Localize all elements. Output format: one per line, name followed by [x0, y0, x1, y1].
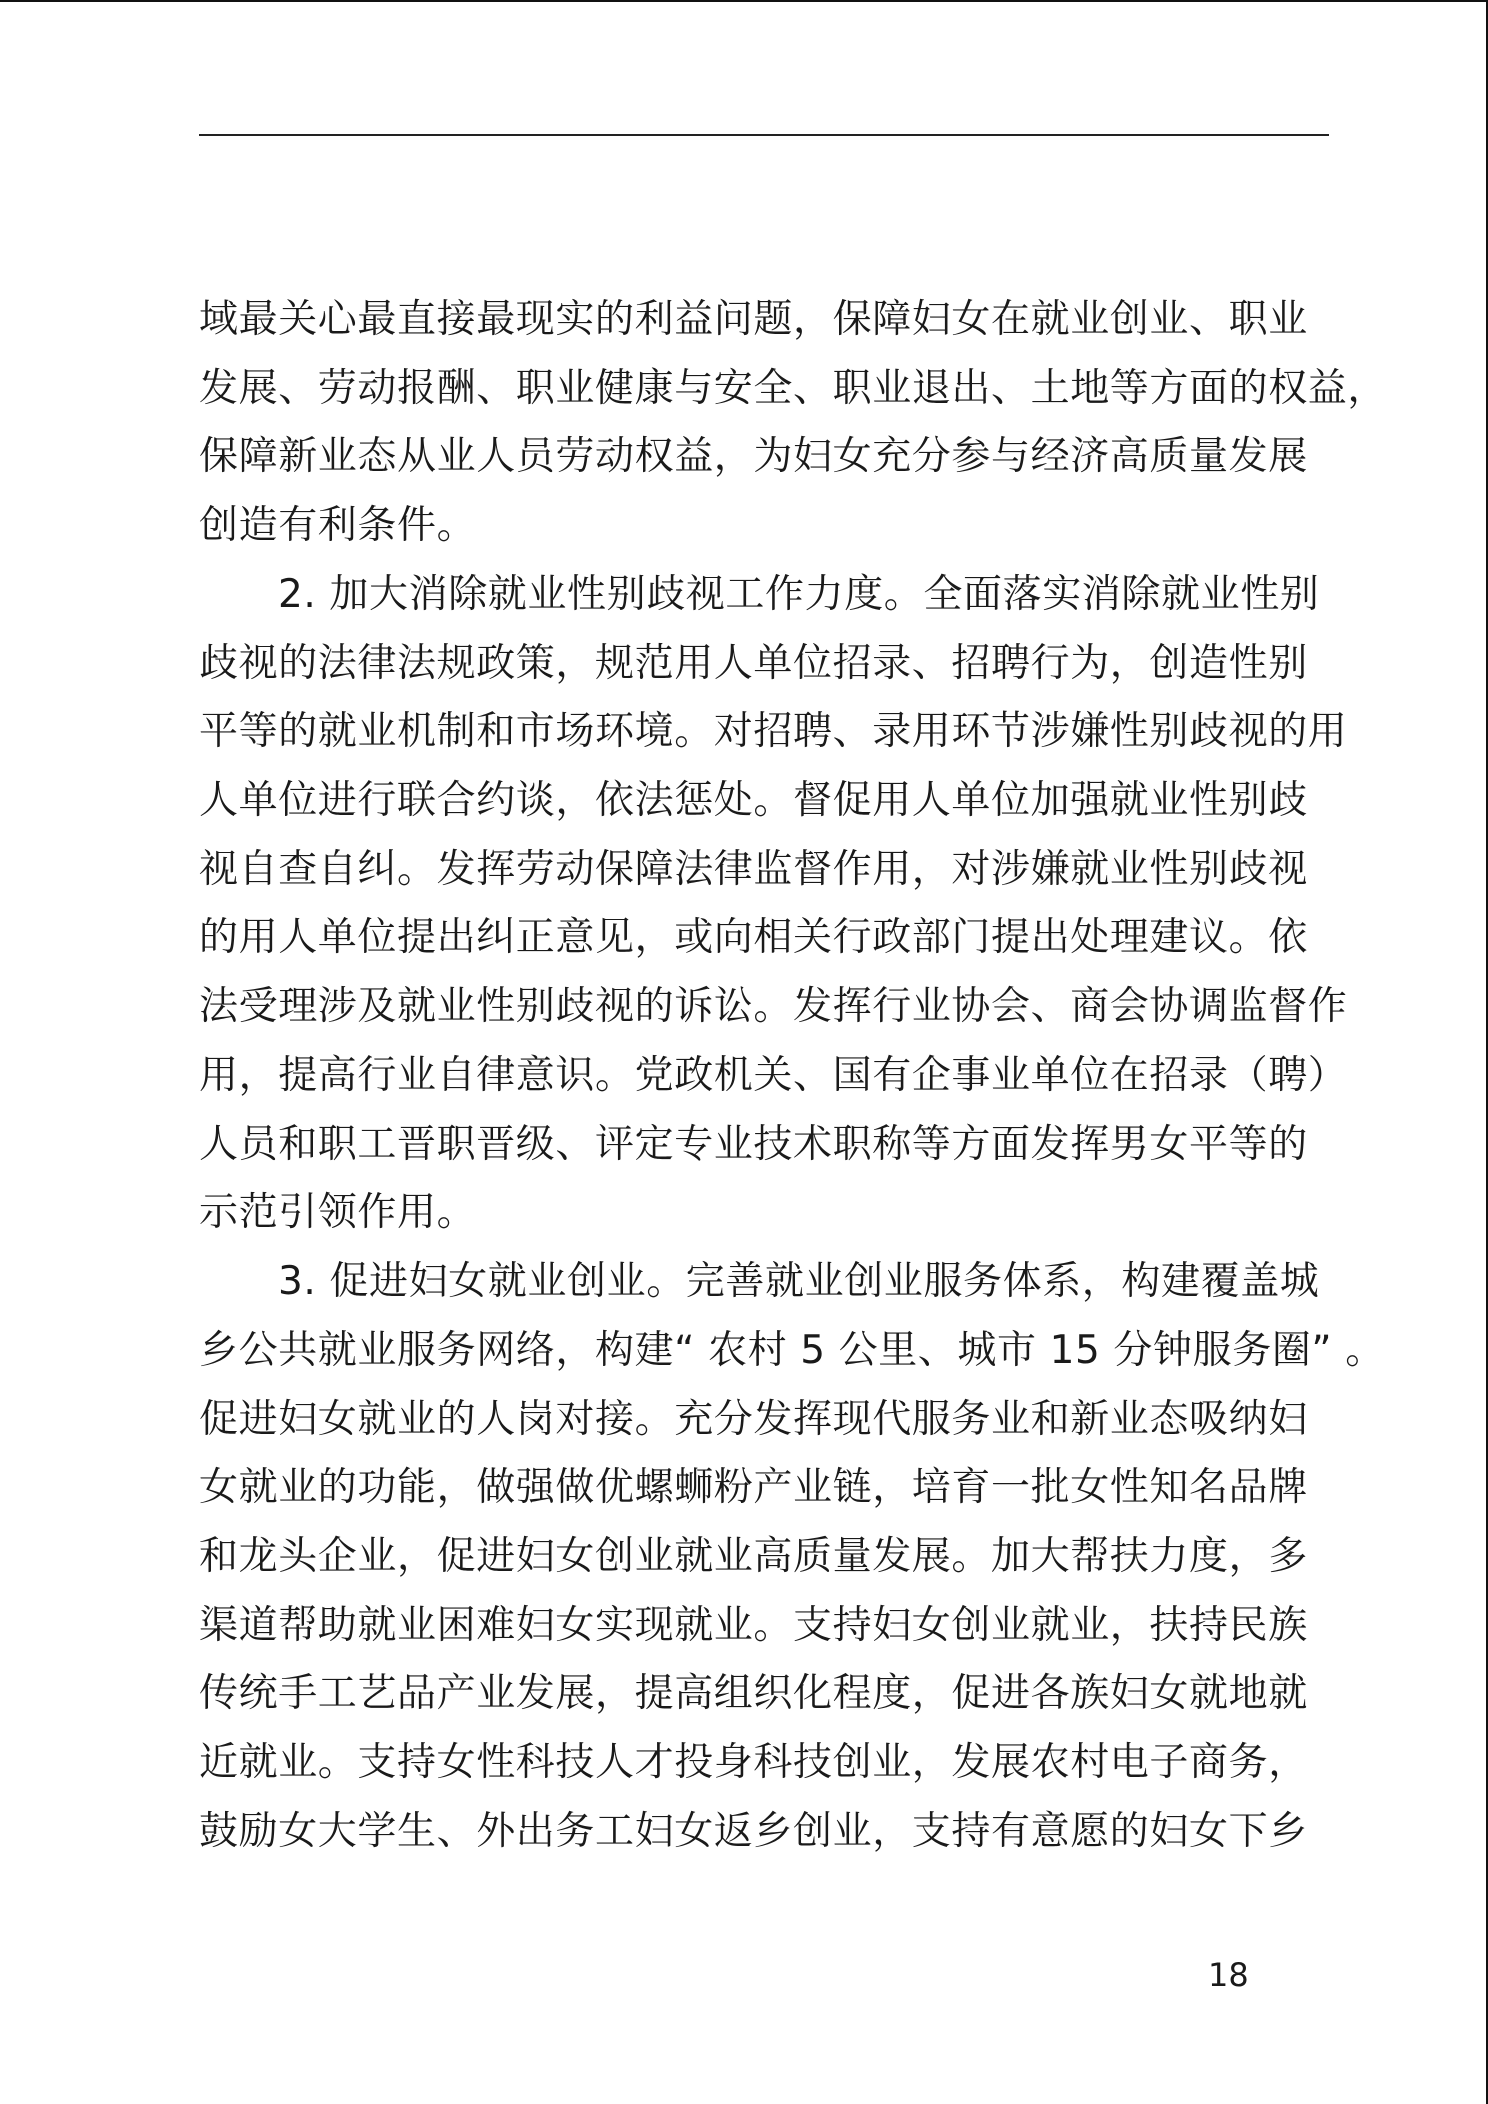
text-line: 视自查自纠。发挥劳动保障法律监督作用，对涉嫌就业性别歧视 — [199, 847, 1308, 892]
page-number: 18 — [1208, 1956, 1249, 1994]
text-line: 平等的就业机制和市场环境。对招聘、录用环节涉嫌性别歧视的用 — [199, 709, 1348, 754]
text-line: 鼓励女大学生、外出务工妇女返乡创业，支持有意愿的妇女下乡 — [199, 1809, 1308, 1854]
text-line: 渠道帮助就业困难妇女实现就业。支持妇女创业就业，扶持民族 — [199, 1603, 1308, 1648]
text-line: 法受理涉及就业性别歧视的诉讼。发挥行业协会、商会协调监督作 — [199, 984, 1348, 1029]
text-line: 促进妇女就业的人岗对接。充分发挥现代服务业和新业态吸纳妇 — [199, 1397, 1308, 1442]
text-line: 2. 加大消除就业性别歧视工作力度。全面落实消除就业性别 — [278, 572, 1320, 617]
text-line: 人员和职工晋职晋级、评定专业技术职称等方面发挥男女平等的 — [199, 1122, 1308, 1167]
text-line: 3. 促进妇女就业创业。完善就业创业服务体系，构建覆盖城 — [278, 1259, 1320, 1304]
text-line: 人单位进行联合约谈，依法惩处。督促用人单位加强就业性别歧 — [199, 778, 1308, 823]
text-line: 女就业的功能，做强做优螺蛳粉产业链，培育一批女性知名品牌 — [199, 1465, 1308, 1510]
text-line: 创造有利条件。 — [199, 503, 477, 548]
text-line: 域最关心最直接最现实的利益问题，保障妇女在就业创业、职业 — [199, 297, 1308, 342]
text-line: 发展、劳动报酬、职业健康与安全、职业退出、土地等方面的权益， — [199, 366, 1388, 411]
text-line: 歧视的法律法规政策，规范用人单位招录、招聘行为，创造性别 — [199, 641, 1308, 686]
text-line: 保障新业态从业人员劳动权益，为妇女充分参与经济高质量发展 — [199, 434, 1308, 479]
text-line: 的用人单位提出纠正意见，或向相关行政部门提出处理建议。依 — [199, 915, 1308, 960]
header-rule — [199, 134, 1329, 136]
page-frame-top — [0, 0, 1488, 2]
text-line: 用，提高行业自律意识。党政机关、国有企事业单位在招录（聘） — [199, 1053, 1348, 1098]
text-line: 近就业。支持女性科技人才投身科技创业，发展农村电子商务， — [199, 1740, 1308, 1785]
text-line: 和龙头企业，促进妇女创业就业高质量发展。加大帮扶力度，多 — [199, 1534, 1308, 1579]
text-line: 乡公共就业服务网络，构建“ 农村 5 公里、城市 15 分钟服务圈” 。 — [199, 1328, 1385, 1373]
text-line: 传统手工艺品产业发展，提高组织化程度，促进各族妇女就地就 — [199, 1671, 1308, 1716]
text-line: 示范引领作用。 — [199, 1190, 477, 1235]
